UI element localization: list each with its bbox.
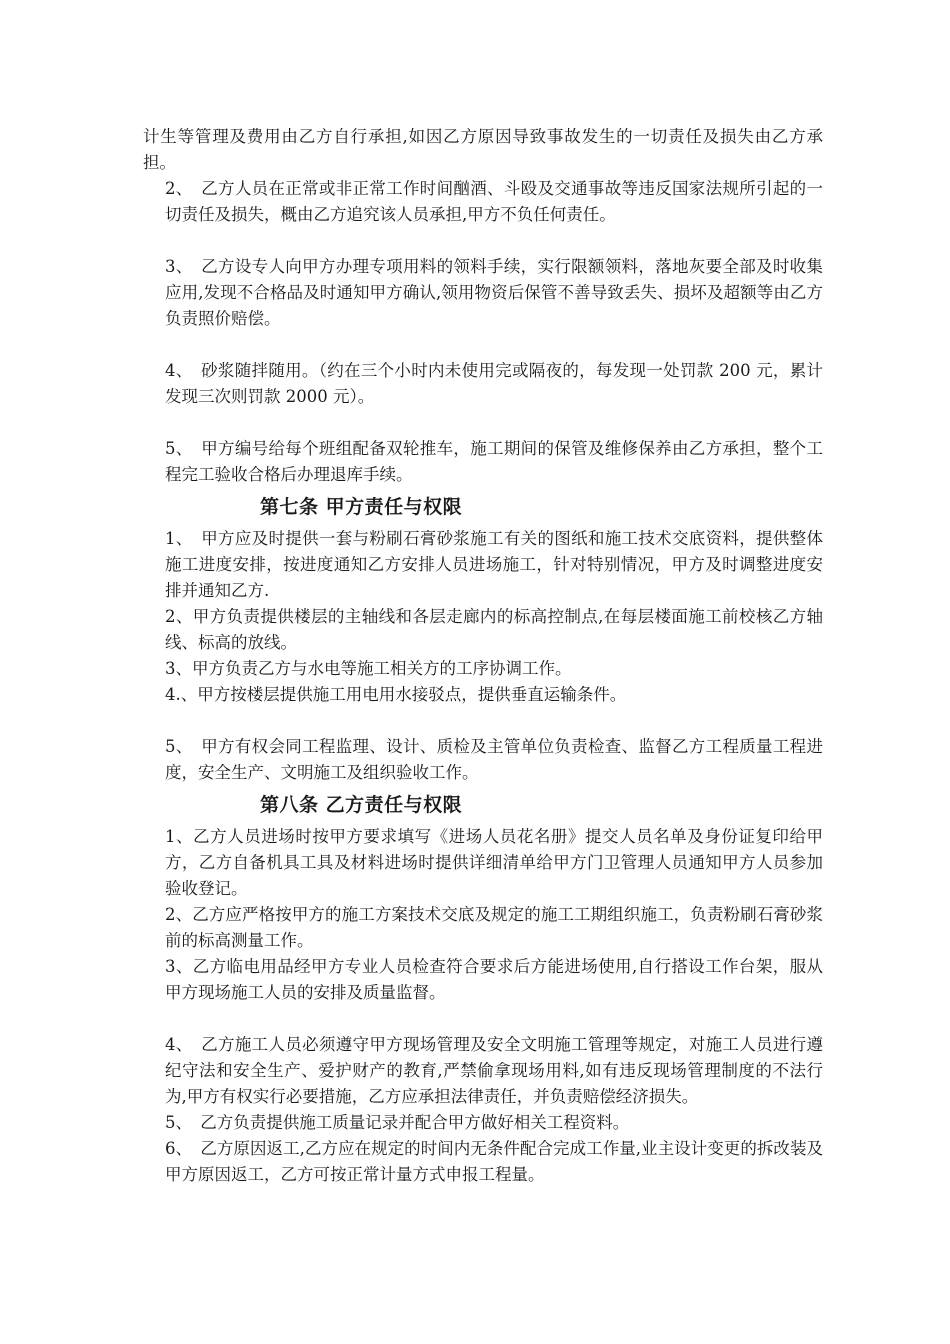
document-page bbox=[143, 124, 823, 1188]
spacer bbox=[143, 708, 823, 734]
paragraph: 1、乙方人员进场时按甲方要求填写《进场人员花名册》提交人员名单及身份证复印给甲方，乙方自备机具工具及材料进场时提供详细清单给甲方门卫管理人员通知甲方人员参加验收登记。 bbox=[165, 827, 823, 898]
paragraph: 3、乙方临电用品经甲方专业人员检查符合要求后方能进场使用,自行搭设工作台架，服从甲方现场施工人员的安排及质量监督。 bbox=[165, 957, 823, 1002]
paragraph: 4、 乙方施工人员必须遵守甲方现场管理及安全文明施工管理等规定，对施工人员进行遵纪守法和安全生产、爱护财产的教育,严禁偷拿现场用料,如有违反现场管理制度的不法行为,甲方有权实行必要措施，乙方应承担法律责任，并负责赔偿经济损失。 bbox=[165, 1035, 823, 1106]
spacer bbox=[143, 228, 823, 254]
paragraph: 计生等管理及费用由乙方自行承担,如因乙方原因导致事故发生的一切责任及损失由乙方承担。 bbox=[143, 127, 823, 172]
paragraph: 6、 乙方原因返工,乙方应在规定的时间内无条件配合完成工作量,业主设计变更的拆改装及甲方原因返工，乙方可按正常计量方式申报工程量。 bbox=[165, 1139, 823, 1184]
paragraph: 5、 乙方负责提供施工质量记录并配合甲方做好相关工程资料。 bbox=[165, 1113, 630, 1132]
spacer bbox=[143, 1006, 823, 1032]
section-heading: 第七条 甲方责任与权限 bbox=[260, 496, 463, 518]
paragraph: 4.、甲方按楼层提供施工用电用水接驳点，提供垂直运输条件。 bbox=[165, 685, 627, 704]
section-heading: 第八条 乙方责任与权限 bbox=[260, 794, 463, 816]
paragraph: 4、 砂浆随拌随用。（约在三个小时内未使用完或隔夜的，每发现一处罚款 200 元，累计发现三次则罚款 2000 元）。 bbox=[165, 361, 823, 406]
paragraph: 2、乙方应严格按甲方的施工方案技术交底及规定的施工工期组织施工，负责粉刷石膏砂浆前的标高测量工作。 bbox=[165, 905, 823, 950]
paragraph: 1、 甲方应及时提供一套与粉刷石膏砂浆施工有关的图纸和施工技术交底资料，提供整体施工进度安排，按进度通知乙方安排人员进场施工，针对特别情况，甲方及时调整进度安排并通知乙方. bbox=[165, 529, 823, 600]
paragraph: 5、 甲方有权会同工程监理、设计、质检及主管单位负责检查、监督乙方工程质量工程进度，安全生产、文明施工及组织验收工作。 bbox=[165, 737, 823, 782]
spacer bbox=[143, 332, 823, 358]
paragraph: 5、 甲方编号给每个班组配备双轮推车，施工期间的保管及维修保养由乙方承担，整个工程完工验收合格后办理退库手续。 bbox=[165, 439, 823, 484]
paragraph: 3、甲方负责乙方与水电等施工相关方的工序协调工作。 bbox=[165, 659, 572, 678]
paragraph: 2、 乙方人员在正常或非正常工作时间酗酒、斗殴及交通事故等违反国家法规所引起的一切责任及损失，概由乙方追究该人员承担,甲方不负任何责任。 bbox=[165, 179, 823, 224]
paragraph: 3、 乙方设专人向甲方办理专项用料的领料手续，实行限额领料，落地灰要全部及时收集应用,发现不合格品及时通知甲方确认,领用物资后保管不善导致丢失、损坏及超额等由乙方负责照价赔偿。 bbox=[165, 257, 823, 328]
paragraph: 2、甲方负责提供楼层的主轴线和各层走廊内的标高控制点,在每层楼面施工前校核乙方轴线、标高的放线。 bbox=[165, 607, 823, 652]
spacer bbox=[143, 410, 823, 436]
